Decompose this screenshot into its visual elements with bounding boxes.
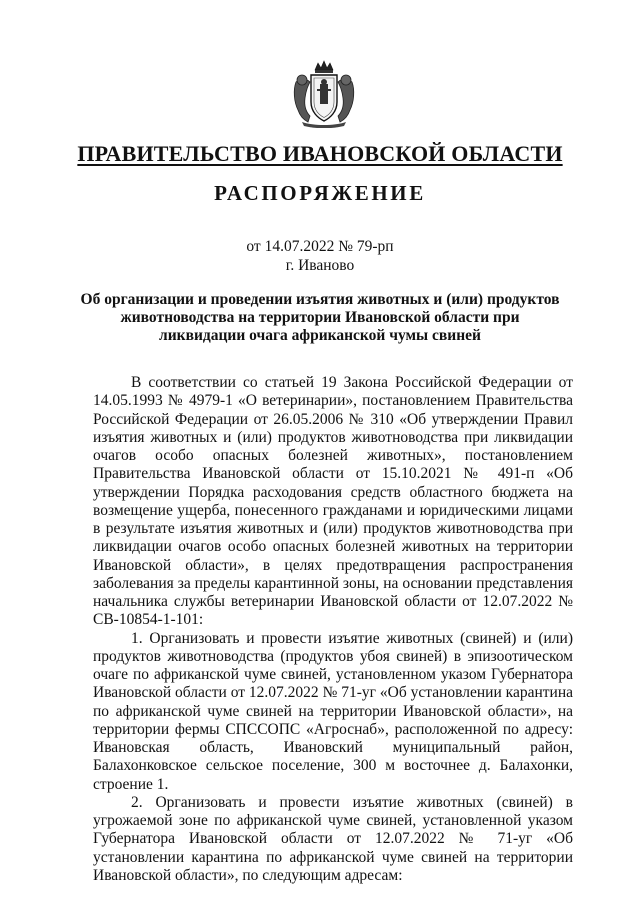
clause-2-paragraph: 2. Организовать и провести изъятие животных (свиней) в угрожаемой зоне по африканской чуме свиней, установленной указом Губернатора Ивановской области от 12.07.2022 № 71-уг «Об установлении карантина по африканской чуме свиней на территории Ивановской области», по следующим адресам: [93,793,573,884]
document-city: г. Иваново [285,257,355,274]
document-meta [0,237,640,275]
document-subject: Об организации и проведении изъятия животных и (или) продуктов животноводства на территории Ивановской области при ликвидации очага африканской чумы свиней [80,291,560,345]
organization-title: ПРАВИТЕЛЬСТВО ИВАНОВСКОЙ ОБЛАСТИ [77,141,563,166]
document-body [93,374,573,885]
ivanovo-coat-of-arms-icon [288,60,360,128]
document-date-number: от 14.07.2022 № 79-рп [246,238,394,255]
document-type-heading: РАСПОРЯЖЕНИЕ [214,181,426,205]
preamble-paragraph: В соответствии со статьей 19 Закона Российской Федерации от 14.05.1993 № 4979-1 «О ветеринарии», постановлением Правительства Российской Федерации от 26.05.2006 № 310 «Об утверждении Правил изъятия животных и (или) продуктов животноводства при ликвидации очагов особо опасных болезней животных», постановлением Правительства Ивановской области от 15.10.2021 № 491-п «Об утверждении Порядка расходования средств областного бюджета на возмещение ущерба, понесенного гражданами и юридическими лицами в результате изъятия животных и (или) продуктов животноводства при ликвидации очагов особо опасных болезней животных на территории Ивановской области», в целях предотвращения распространения заболевания за пределы карантинной зоны, на основании представления начальника службы ветеринарии Ивановской области от 12.07.2022 № СВ-10854-1-101: [93,374,573,629]
clause-1-paragraph: 1. Организовать и провести изъятие животных (свиней) и (или) продуктов животноводства (продуктов убоя свиней) в эпизоотическом очаге по африканской чуме свиней, установленном указом Губернатора Ивановской области от 12.07.2022 № 71-уг «Об установлении карантина по африканской чуме свиней на территории Ивановской области», на территории фермы СПССОПС «Агроснаб», расположенной по адресу: Ивановская область, Ивановский муниципальный район, Балахонковское сельское поселение, 300 м восточнее д. Балахонки, строение 1. [93,629,573,793]
